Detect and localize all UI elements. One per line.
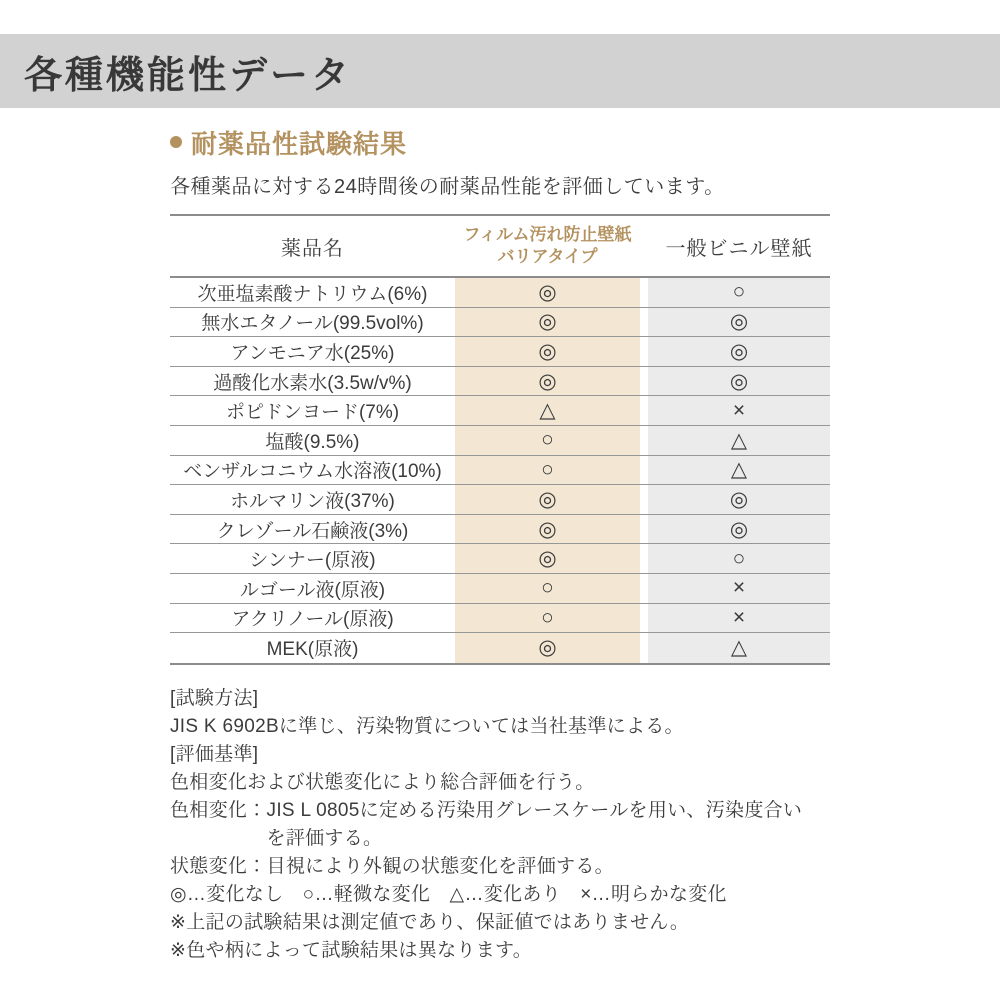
vinyl-wallpaper-rating: ◎ bbox=[648, 337, 830, 366]
table-row bbox=[170, 544, 830, 574]
vinyl-wallpaper-rating: × bbox=[648, 604, 830, 633]
chemical-name: シンナー(原液) bbox=[249, 550, 376, 572]
vinyl-wallpaper-rating: ○ bbox=[648, 544, 830, 573]
table-body bbox=[170, 278, 830, 663]
vinyl-wallpaper-rating: △ bbox=[648, 426, 830, 455]
film-wallpaper-rating: ◎ bbox=[455, 278, 640, 307]
rating-legend: ◎…変化なし ○…軽微な変化 △…変化あり ×…明らかな変化 bbox=[170, 883, 727, 905]
film-wallpaper-rating: ◎ bbox=[455, 367, 640, 396]
chemical-name: ポピドンヨード(7%) bbox=[225, 402, 400, 424]
hue-change-note bbox=[170, 797, 870, 853]
chemical-name: アンモニア水(25%) bbox=[230, 342, 395, 364]
vinyl-wallpaper-rating: ◎ bbox=[648, 485, 830, 514]
table-row bbox=[170, 337, 830, 367]
column-gap bbox=[640, 396, 648, 425]
chemical-name: 無水エタノール(99.5vol%) bbox=[201, 313, 424, 335]
section-title-row bbox=[170, 126, 830, 158]
criteria-label: [評価基準] bbox=[170, 743, 259, 765]
hue-change-text bbox=[267, 797, 803, 853]
chemical-name: ホルマリン液(37%) bbox=[230, 490, 395, 512]
chemical-name: MEK(原液) bbox=[266, 639, 359, 661]
film-wallpaper-rating: ◎ bbox=[455, 633, 640, 663]
column-gap bbox=[640, 574, 648, 603]
chemical-name: クレゾール石鹸液(3%) bbox=[216, 520, 409, 542]
page-header-bar bbox=[0, 34, 1000, 108]
vinyl-wallpaper-rating: × bbox=[648, 574, 830, 603]
film-wallpaper-rating: ○ bbox=[455, 604, 640, 633]
state-change-label: 状態変化： bbox=[170, 855, 267, 877]
criteria-text: 色相変化および状態変化により総合評価を行う。 bbox=[170, 771, 595, 793]
table-row bbox=[170, 456, 830, 486]
vinyl-wallpaper-rating: × bbox=[648, 396, 830, 425]
content-area bbox=[170, 126, 830, 965]
column-gap bbox=[640, 633, 648, 663]
column-header-vinyl: 一般ビニル壁紙 bbox=[665, 237, 813, 260]
vinyl-wallpaper-rating: ◎ bbox=[648, 367, 830, 396]
hue-change-text-line2: を評価する。 bbox=[266, 827, 383, 849]
section-title: 耐薬品性試験結果 bbox=[191, 128, 408, 159]
vinyl-wallpaper-rating: △ bbox=[648, 633, 830, 663]
column-header-chemical: 薬品名 bbox=[281, 237, 344, 260]
column-gap bbox=[640, 367, 648, 396]
state-change-text: 目視により外観の状態変化を評価する。 bbox=[266, 855, 614, 877]
chemical-name: 次亜塩素酸ナトリウム(6%) bbox=[197, 283, 428, 305]
test-method-text: JIS K 6902Bに準じ、汚染物質については当社基準による。 bbox=[170, 715, 684, 737]
column-gap bbox=[640, 216, 648, 276]
table-header-row bbox=[170, 216, 830, 278]
film-wallpaper-rating: ◎ bbox=[455, 544, 640, 573]
table-row bbox=[170, 367, 830, 397]
section-description: 各種薬品に対する24時間後の耐薬品性能を評価しています。 bbox=[170, 176, 725, 198]
chemical-resistance-table bbox=[170, 214, 830, 665]
test-method-label: [試験方法] bbox=[170, 687, 259, 709]
film-wallpaper-rating: ◎ bbox=[455, 515, 640, 544]
disclaimer-measured-values: ※上記の試験結果は測定値であり、保証値ではありません。 bbox=[170, 911, 690, 933]
film-wallpaper-rating: △ bbox=[455, 396, 640, 425]
chemical-name: 塩酸(9.5%) bbox=[265, 431, 360, 453]
column-gap bbox=[640, 426, 648, 455]
table-row bbox=[170, 604, 830, 634]
chemical-name: 過酸化水素水(3.5w/v%) bbox=[213, 372, 412, 394]
column-gap bbox=[640, 278, 648, 307]
notes-section bbox=[170, 685, 870, 965]
table-row bbox=[170, 396, 830, 426]
column-header-film bbox=[455, 216, 640, 276]
table-row bbox=[170, 515, 830, 545]
film-wallpaper-rating: ○ bbox=[455, 426, 640, 455]
column-gap bbox=[640, 515, 648, 544]
table-row bbox=[170, 485, 830, 515]
film-wallpaper-rating: ◎ bbox=[455, 337, 640, 366]
column-gap bbox=[640, 308, 648, 337]
chemical-name: ベンザルコニウム水溶液(10%) bbox=[183, 461, 442, 483]
ring-bullet-icon bbox=[170, 136, 182, 148]
column-gap bbox=[640, 544, 648, 573]
vinyl-wallpaper-rating: ◎ bbox=[648, 308, 830, 337]
film-wallpaper-rating: ◎ bbox=[455, 308, 640, 337]
chemical-name: ルゴール液(原液) bbox=[239, 579, 386, 601]
hue-change-text-line1: JIS L 0805に定める汚染用グレースケールを用い、汚染度合い bbox=[266, 799, 803, 821]
column-header-film-line2: バリアタイプ bbox=[497, 247, 598, 266]
chemical-name: アクリノール(原液) bbox=[231, 609, 394, 631]
column-gap bbox=[640, 485, 648, 514]
state-change-note bbox=[170, 853, 870, 881]
table-row bbox=[170, 278, 830, 308]
film-wallpaper-rating: ◎ bbox=[455, 485, 640, 514]
table-row bbox=[170, 426, 830, 456]
column-gap bbox=[640, 337, 648, 366]
vinyl-wallpaper-rating: ◎ bbox=[648, 515, 830, 544]
hue-change-label: 色相変化： bbox=[170, 799, 267, 821]
film-wallpaper-rating: ○ bbox=[455, 456, 640, 485]
column-gap bbox=[640, 604, 648, 633]
table-row bbox=[170, 308, 830, 338]
column-header-film-line1: フィルム汚れ防止壁紙 bbox=[463, 224, 632, 244]
disclaimer-color-pattern: ※色や柄によって試験結果は異なります。 bbox=[170, 939, 533, 961]
column-gap bbox=[640, 456, 648, 485]
page-title: 各種機能性データ bbox=[24, 54, 353, 97]
film-wallpaper-rating: ○ bbox=[455, 574, 640, 603]
vinyl-wallpaper-rating: ○ bbox=[648, 278, 830, 307]
vinyl-wallpaper-rating: △ bbox=[648, 456, 830, 485]
table-row bbox=[170, 574, 830, 604]
table-row bbox=[170, 633, 830, 663]
